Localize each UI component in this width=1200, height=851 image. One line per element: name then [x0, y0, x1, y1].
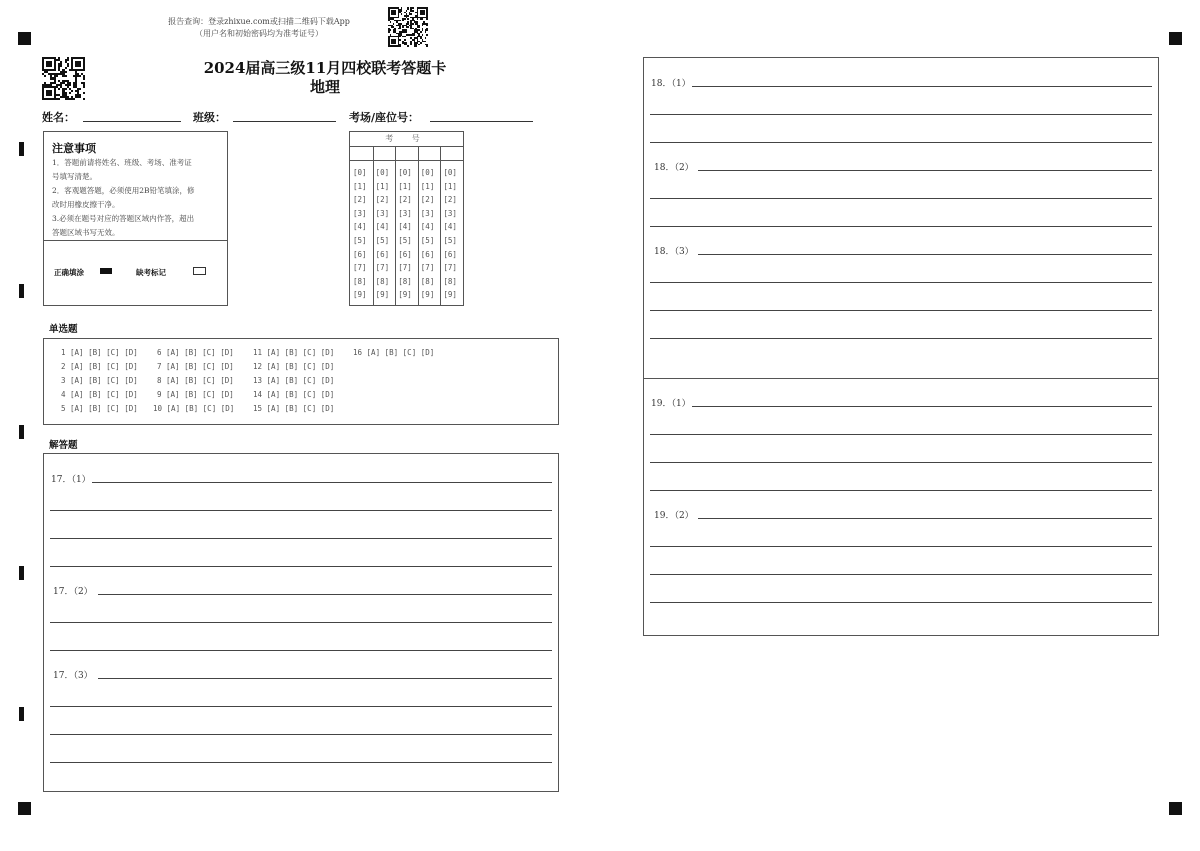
mc-question-1[interactable]: 1 [A] [B] [C] [D]: [61, 348, 138, 357]
exam-digit-bubble[interactable]: [4]: [398, 222, 412, 232]
notice-item: 1．答题前请将姓名、班级、考场、准考证: [52, 158, 192, 167]
answer-section-label: 解答题: [49, 440, 78, 451]
exam-digit-bubble[interactable]: [0]: [420, 168, 435, 177]
exam-digit-bubble[interactable]: [7]: [443, 263, 457, 273]
answer-line[interactable]: [50, 762, 552, 763]
registration-mark: [1169, 32, 1182, 45]
answer-line[interactable]: [650, 198, 1152, 199]
exam-digit-bubble[interactable]: [9]: [420, 290, 435, 300]
single-choice-label: 单选题: [49, 324, 78, 335]
answer-line[interactable]: [650, 462, 1152, 463]
question-label-q19-2: 19．（2）: [654, 511, 694, 521]
exam-digit-bubble[interactable]: [1]: [375, 181, 390, 191]
grid-column-line: [418, 146, 419, 305]
answer-line[interactable]: [50, 650, 552, 651]
answer-line[interactable]: [650, 546, 1152, 547]
question-label-q18-2: 18．（2）: [654, 163, 694, 173]
mc-question-16[interactable]: 16 [A] [B] [C] [D]: [353, 348, 435, 357]
exam-digit-bubble[interactable]: [5]: [375, 236, 390, 245]
absent-mark-label: 缺考标记: [136, 268, 166, 277]
registration-mark: [18, 802, 31, 815]
exam-digit-bubble[interactable]: [2]: [443, 195, 457, 205]
mc-question-7[interactable]: 7 [A] [B] [C] [D]: [157, 362, 234, 371]
notice-item: 3.必须在题号对应的答题区域内作答，超出: [52, 214, 195, 223]
exam-number-columns: [350, 146, 463, 305]
seat-label: 考场/座位号：: [349, 111, 420, 124]
exam-digit-bubble[interactable]: [4]: [353, 222, 367, 232]
answer-line[interactable]: [698, 170, 1152, 171]
exam-digit-bubble[interactable]: [2]: [353, 195, 367, 205]
exam-number-grid: [349, 131, 464, 306]
grid-column-line: [373, 146, 374, 305]
mc-question-2[interactable]: 2 [A] [B] [C] [D]: [61, 362, 138, 371]
exam-digit-bubble[interactable]: [7]: [353, 263, 367, 273]
notice-list: [52, 156, 224, 240]
exam-digit-bubble[interactable]: [1]: [420, 181, 435, 191]
timing-mark: [19, 707, 24, 721]
exam-digit-bubble[interactable]: [9]: [398, 290, 412, 300]
name-label: 姓名：: [42, 111, 75, 124]
correct-fill-sample: [100, 268, 112, 274]
question-label-q19-1: 19．（1）: [651, 399, 691, 409]
correct-fill-label: 正确填涂: [54, 268, 84, 277]
mc-question-15[interactable]: 15 [A] [B] [C] [D]: [253, 404, 335, 413]
exam-digit-bubble[interactable]: [3]: [420, 208, 435, 218]
timing-mark: [19, 142, 24, 156]
mc-question-8[interactable]: 8 [A] [B] [C] [D]: [157, 376, 234, 385]
exam-digit-bubble[interactable]: [2]: [375, 195, 390, 205]
notice-item: 号填写清楚。: [52, 172, 97, 181]
exam-digit-bubble[interactable]: [6]: [443, 249, 457, 259]
registration-mark: [1169, 802, 1182, 815]
answer-line[interactable]: [50, 734, 552, 735]
exam-digit-bubble[interactable]: [9]: [375, 290, 390, 300]
exam-title: 2024届高三级11月四校联考答题卡: [203, 59, 447, 77]
notice-divider: [44, 240, 227, 241]
exam-digit-bubble[interactable]: [3]: [443, 208, 457, 218]
question-label-q18-3: 18．（3）: [654, 247, 694, 257]
exam-digit-bubble[interactable]: [6]: [353, 249, 367, 259]
qr-code-icon: [388, 7, 428, 47]
answer-line[interactable]: [50, 538, 552, 539]
answer-line[interactable]: [692, 406, 1152, 407]
exam-digit-bubble[interactable]: [5]: [443, 236, 457, 245]
timing-mark: [19, 566, 24, 580]
answer-line[interactable]: [650, 114, 1152, 115]
mc-question-6[interactable]: 6 [A] [B] [C] [D]: [157, 348, 234, 357]
answer-line[interactable]: [650, 434, 1152, 435]
grid-column-line: [440, 146, 441, 305]
exam-number-label: 考 号: [385, 134, 428, 143]
seat-field[interactable]: [430, 121, 533, 122]
exam-digit-bubble[interactable]: [2]: [420, 195, 435, 205]
exam-digit-bubble[interactable]: [8]: [443, 276, 457, 286]
notice-item: 2．客观题答题，必须使用2B铅笔填涂，修: [52, 186, 195, 195]
exam-digit-bubble[interactable]: [0]: [375, 168, 390, 177]
question-divider: [644, 378, 1158, 379]
notice-title: 注意事项: [52, 142, 96, 155]
exam-digit-bubble[interactable]: [1]: [398, 181, 412, 191]
exam-digit-bubble[interactable]: [0]: [398, 168, 412, 177]
answer-box-17: [43, 453, 559, 792]
answer-box-18-19: [643, 57, 1159, 636]
subject-title: 地理: [309, 78, 340, 96]
answer-line[interactable]: [650, 338, 1152, 339]
absent-mark-checkbox[interactable]: [193, 267, 206, 275]
class-label: 班级：: [193, 111, 226, 124]
exam-digit-bubble[interactable]: [7]: [398, 263, 412, 273]
exam-digit-bubble[interactable]: [4]: [420, 222, 435, 232]
class-field[interactable]: [233, 121, 336, 122]
answer-line[interactable]: [650, 282, 1152, 283]
mc-question-9[interactable]: 9 [A] [B] [C] [D]: [157, 390, 234, 399]
exam-digit-bubble[interactable]: [7]: [375, 263, 390, 273]
exam-digit-bubble[interactable]: [0]: [443, 168, 457, 177]
exam-digit-bubble[interactable]: [3]: [398, 208, 412, 218]
answer-line[interactable]: [92, 482, 552, 483]
question-label-q17-3: 17．（3）: [53, 671, 93, 681]
exam-digit-bubble[interactable]: [9]: [353, 290, 367, 300]
exam-digit-bubble[interactable]: [1]: [353, 181, 367, 191]
mc-question-11[interactable]: 11 [A] [B] [C] [D]: [253, 348, 335, 357]
answer-line[interactable]: [650, 602, 1152, 603]
mc-question-13[interactable]: 13 [A] [B] [C] [D]: [253, 376, 335, 385]
grid-column-line: [395, 146, 396, 305]
exam-digit-bubble[interactable]: [4]: [443, 222, 457, 232]
mc-question-4[interactable]: 4 [A] [B] [C] [D]: [61, 390, 138, 399]
single-choice-box: [43, 338, 559, 425]
answer-line[interactable]: [698, 254, 1152, 255]
answer-line[interactable]: [50, 510, 552, 511]
answer-line[interactable]: [50, 566, 552, 567]
answer-line[interactable]: [50, 706, 552, 707]
exam-digit-bubble[interactable]: [8]: [375, 276, 390, 286]
answer-line[interactable]: [692, 86, 1152, 87]
exam-digit-bubble[interactable]: [8]: [420, 276, 435, 286]
exam-digit-bubble[interactable]: [7]: [420, 263, 435, 273]
exam-digit-bubble[interactable]: [8]: [398, 276, 412, 286]
answer-line[interactable]: [698, 518, 1152, 519]
notice-item: 答题区域书写无效。: [52, 228, 120, 237]
answer-line[interactable]: [50, 622, 552, 623]
mc-question-3[interactable]: 3 [A] [B] [C] [D]: [61, 376, 138, 385]
answer-line[interactable]: [650, 142, 1152, 143]
answer-line[interactable]: [650, 490, 1152, 491]
question-label-q17-2: 17．（2）: [53, 587, 93, 597]
notice-item: 改时用橡皮擦干净。: [52, 200, 120, 209]
question-label-q17-1: 17．（1）: [51, 475, 91, 485]
exam-digit-bubble[interactable]: [5]: [398, 236, 412, 245]
mc-question-5[interactable]: 5 [A] [B] [C] [D]: [61, 404, 138, 413]
answer-line[interactable]: [650, 310, 1152, 311]
exam-digit-bubble[interactable]: [4]: [375, 222, 390, 232]
exam-digit-bubble[interactable]: [8]: [353, 276, 367, 286]
exam-digit-bubble[interactable]: [3]: [375, 208, 390, 218]
card-title: [190, 59, 460, 97]
exam-digit-bubble[interactable]: [0]: [353, 168, 367, 177]
exam-digit-bubble[interactable]: [5]: [353, 236, 367, 245]
exam-digit-bubble[interactable]: [2]: [398, 195, 412, 205]
mc-question-12[interactable]: 12 [A] [B] [C] [D]: [253, 362, 335, 371]
exam-digit-bubble[interactable]: [1]: [443, 181, 457, 191]
notice-box: [43, 131, 228, 306]
report-subline: （用户名和初始密码均为准考证号）: [195, 29, 323, 38]
answer-line[interactable]: [650, 574, 1152, 575]
exam-digit-bubble[interactable]: [9]: [443, 290, 457, 300]
mc-question-14[interactable]: 14 [A] [B] [C] [D]: [253, 390, 335, 399]
answer-line[interactable]: [98, 678, 552, 679]
timing-mark: [19, 425, 24, 439]
report-line: 报告查询：登录zhixue.com或扫描二维码下载App: [168, 17, 350, 26]
mc-question-10[interactable]: 10 [A] [B] [C] [D]: [153, 404, 235, 413]
registration-mark: [18, 32, 31, 45]
timing-mark: [19, 284, 24, 298]
exam-digit-bubble[interactable]: [6]: [420, 249, 435, 259]
exam-digit-bubble[interactable]: [5]: [420, 236, 435, 245]
answer-line[interactable]: [650, 226, 1152, 227]
answer-line[interactable]: [98, 594, 552, 595]
name-field[interactable]: [83, 121, 181, 122]
qr-code-icon: [42, 57, 85, 100]
exam-digit-bubble[interactable]: [3]: [353, 208, 367, 218]
exam-digit-bubble[interactable]: [6]: [398, 249, 412, 259]
exam-digit-bubble[interactable]: [6]: [375, 249, 390, 259]
report-query-text: [144, 16, 374, 40]
question-label-q18-1: 18．（1）: [651, 79, 691, 89]
